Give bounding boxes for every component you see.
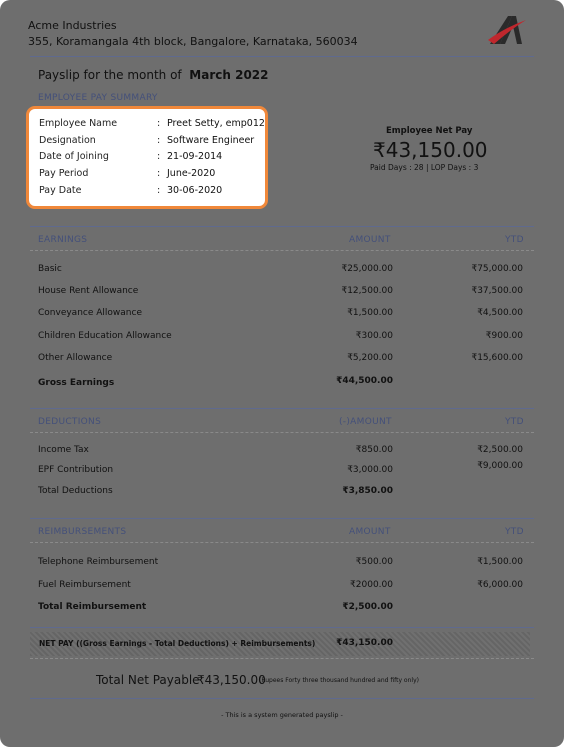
designation-label: Designation	[39, 135, 96, 146]
joining-date-value: 21-09-2014	[167, 151, 223, 162]
employee-details-box	[26, 106, 268, 209]
earning-ytd: ₹37,500.00	[471, 286, 523, 296]
deductions-dashed-rule	[30, 432, 534, 433]
total-reimbursement-label: Total Reimbursement	[38, 602, 147, 612]
netpay-dashed-rule	[30, 658, 534, 659]
company-logo-icon	[486, 14, 528, 48]
reimbursement-ytd: ₹6,000.00	[477, 580, 523, 590]
earning-amount: ₹5,200.00	[347, 353, 393, 363]
amount-in-words: (Rupees Forty three thousand hundred and fifty only)	[259, 677, 419, 684]
earnings-ytd-heading: YTD	[505, 235, 524, 245]
payslip-title: Payslip for the month of March 2022	[38, 68, 269, 82]
joining-date-label: Date of Joining	[39, 151, 109, 162]
gross-earnings-label: Gross Earnings	[38, 378, 115, 388]
earning-label: Basic	[38, 264, 62, 274]
gross-earnings-amount: ₹44,500.00	[336, 376, 393, 386]
pay-date-label: Pay Date	[39, 185, 82, 196]
company-name: Acme Industries	[28, 19, 117, 32]
deductions-heading: DEDUCTIONS	[38, 417, 102, 427]
deduction-label: Income Tax	[38, 445, 89, 455]
earnings-heading: EARNINGS	[38, 235, 88, 245]
earning-ytd: ₹75,000.00	[471, 264, 523, 274]
netpay-label: NET PAY ((Gross Earnings - Total Deductions) + Reimbursements)	[39, 639, 316, 648]
reimbursements-heading: REIMBURSEMENTS	[38, 527, 127, 537]
designation-value: Software Engineer	[167, 135, 255, 146]
colon: :	[157, 151, 161, 162]
earning-amount: ₹1,500.00	[347, 308, 393, 318]
deduction-amount: ₹850.00	[355, 445, 393, 455]
pay-period-label: Pay Period	[39, 168, 89, 179]
deduction-ytd: ₹2,500.00	[477, 445, 523, 455]
reimbursements-dashed-rule	[30, 542, 534, 543]
total-net-payable-label: Total Net Payable	[96, 673, 200, 687]
deductions-amount-heading: (-)AMOUNT	[339, 417, 392, 427]
netpay-top-rule	[30, 627, 534, 628]
earning-label: House Rent Allowance	[38, 286, 139, 296]
reimbursement-label: Telephone Reimbursement	[38, 557, 159, 567]
reimbursement-ytd: ₹1,500.00	[477, 557, 523, 567]
net-pay-label: Employee Net Pay	[386, 126, 473, 136]
colon: :	[157, 185, 161, 196]
earnings-top-rule	[30, 226, 534, 227]
earnings-dashed-rule	[30, 250, 534, 251]
footer-rule	[30, 698, 534, 699]
reimbursement-amount: ₹2000.00	[350, 580, 393, 590]
net-pay-amount: ₹43,150.00	[373, 138, 488, 162]
pay-period-value: June-2020	[167, 168, 216, 179]
employee-name-value: Preet Setty, emp012	[167, 118, 265, 129]
employee-pay-summary-heading: EMPLOYEE PAY SUMMARY	[38, 93, 158, 103]
colon: :	[157, 135, 161, 146]
employee-name-label: Employee Name	[39, 118, 118, 129]
deduction-amount: ₹3,000.00	[347, 465, 393, 475]
reimbursements-amount-heading: AMOUNT	[349, 527, 391, 537]
deduction-ytd: ₹9,000.00	[477, 461, 523, 471]
colon: :	[157, 168, 161, 179]
earning-amount: ₹12,500.00	[341, 286, 393, 296]
reimbursements-top-rule	[30, 518, 534, 519]
earning-ytd: ₹4,500.00	[477, 308, 523, 318]
earning-ytd: ₹900.00	[485, 331, 523, 341]
earning-amount: ₹300.00	[355, 331, 393, 341]
colon: :	[157, 118, 161, 129]
header-divider	[30, 56, 534, 57]
deductions-top-rule	[30, 408, 534, 409]
earnings-amount-heading: AMOUNT	[349, 235, 391, 245]
earning-amount: ₹25,000.00	[341, 264, 393, 274]
company-address: 355, Koramangala 4th block, Bangalore, Karnataka, 560034	[28, 35, 358, 48]
total-deductions-label: Total Deductions	[38, 486, 113, 496]
reimbursement-label: Fuel Reimbursement	[38, 580, 131, 590]
reimbursements-ytd-heading: YTD	[505, 527, 524, 537]
total-reimbursement-amount: ₹2,500.00	[342, 602, 393, 612]
earning-ytd: ₹15,600.00	[471, 353, 523, 363]
deduction-label: EPF Contribution	[38, 465, 114, 475]
pay-date-value: 30-06-2020	[167, 185, 223, 196]
earning-label: Conveyance Allowance	[38, 308, 142, 318]
total-deductions-amount: ₹3,850.00	[342, 486, 393, 496]
system-generated-note: - This is a system generated payslip -	[221, 711, 343, 719]
earning-label: Other Allowance	[38, 353, 113, 363]
reimbursement-amount: ₹500.00	[355, 557, 393, 567]
paid-days: Paid Days : 28 | LOP Days : 3	[370, 163, 479, 172]
total-net-payable-amount: ₹43,150.00	[197, 673, 266, 687]
deductions-ytd-heading: YTD	[505, 417, 524, 427]
netpay-amount: ₹43,150.00	[336, 638, 393, 648]
earning-label: Children Education Allowance	[38, 331, 172, 341]
